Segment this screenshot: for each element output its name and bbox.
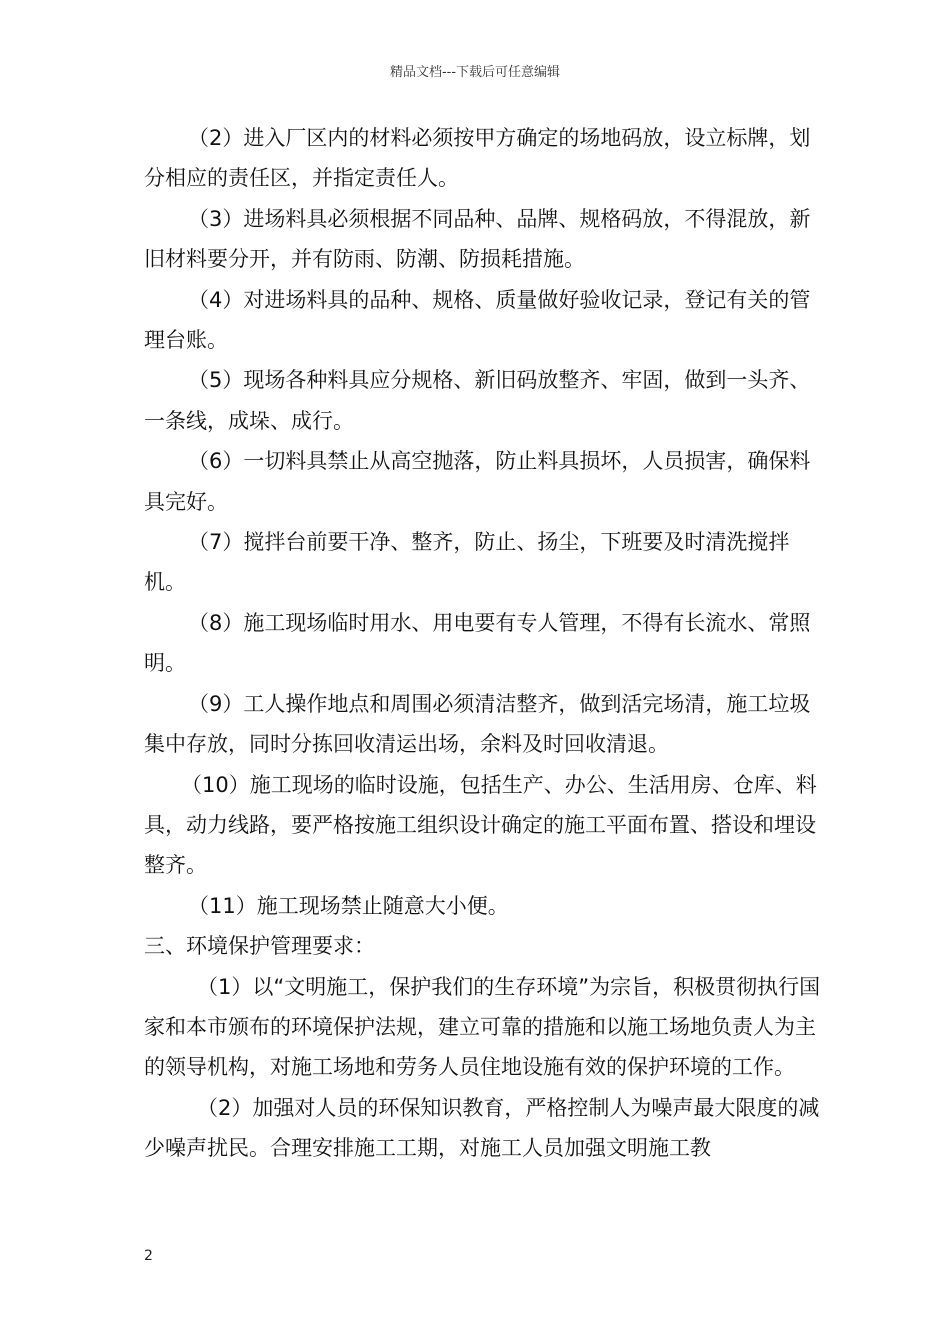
page-number: 2 — [144, 1248, 153, 1264]
paragraph-item-11: （11）施工现场禁止随意大小便。 — [188, 893, 509, 918]
paragraph-item-5: （5）现场各种料具应分规格、新旧码放整齐、牢固，做到一头齐、一条线，成垛、成行。 — [144, 368, 811, 433]
document-body — [144, 118, 824, 1169]
paragraph-item-7: （7）搅拌台前要干净、整齐，防止、扬尘，下班要及时清洗搅拌机。 — [144, 530, 790, 595]
paragraph-item-2: （2）进入厂区内的材料必须按甲方确定的场地码放，设立标牌，划分相应的责任区，并指定责任人。 — [144, 126, 811, 191]
page-header: 精品文档---下载后可任意编辑 — [389, 65, 561, 80]
paragraph-env-2: （2）加强对人员的环保知识教育，严格控制人为噪声最大限度的减少噪声扰民。合理安排施工工期，对施工人员加强文明施工教 — [144, 1095, 820, 1161]
paragraph-item-4: （4）对进场料具的品种、规格、质量做好验收记录，登记有关的管理台账。 — [144, 287, 811, 353]
paragraph-item-6: （6）一切料具禁止从高空抛落，防止料具损坏，人员损害，确保料具完好。 — [144, 449, 811, 514]
paragraph-env-1: （1）以“文明施工，保护我们的生存环境”为宗旨，积极贯彻执行国家和本市颁布的环境保护法规，建立可靠的措施和以施工场地负责人为主的领导机构，对施工场地和劳务人员住地设施有效的保护环境的工作。 — [144, 974, 821, 1080]
paragraph-item-9: （9）工人操作地点和周围必须清洁整齐，做到活完场清，施工垃圾集中存放，同时分拣回收清运出场，余料及时回收清退。 — [144, 691, 811, 757]
paragraph-item-8: （8）施工现场临时用水、用电要有专人管理，不得有长流水、常照明。 — [144, 610, 811, 676]
paragraph-item-10: （10）施工现场的临时设施，包括生产、办公、生活用房、仓库、料具，动力线路，要严格按施工组织设计确定的施工平面布置、搭设和埋设整齐。 — [144, 772, 817, 878]
section-heading-environment: 三、环境保护管理要求： — [144, 934, 375, 959]
paragraph-item-3: （3）进场料具必须根据不同品种、品牌、规格码放，不得混放，新旧材料要分开，并有防雨、防潮、防损耗措施。 — [144, 206, 811, 272]
